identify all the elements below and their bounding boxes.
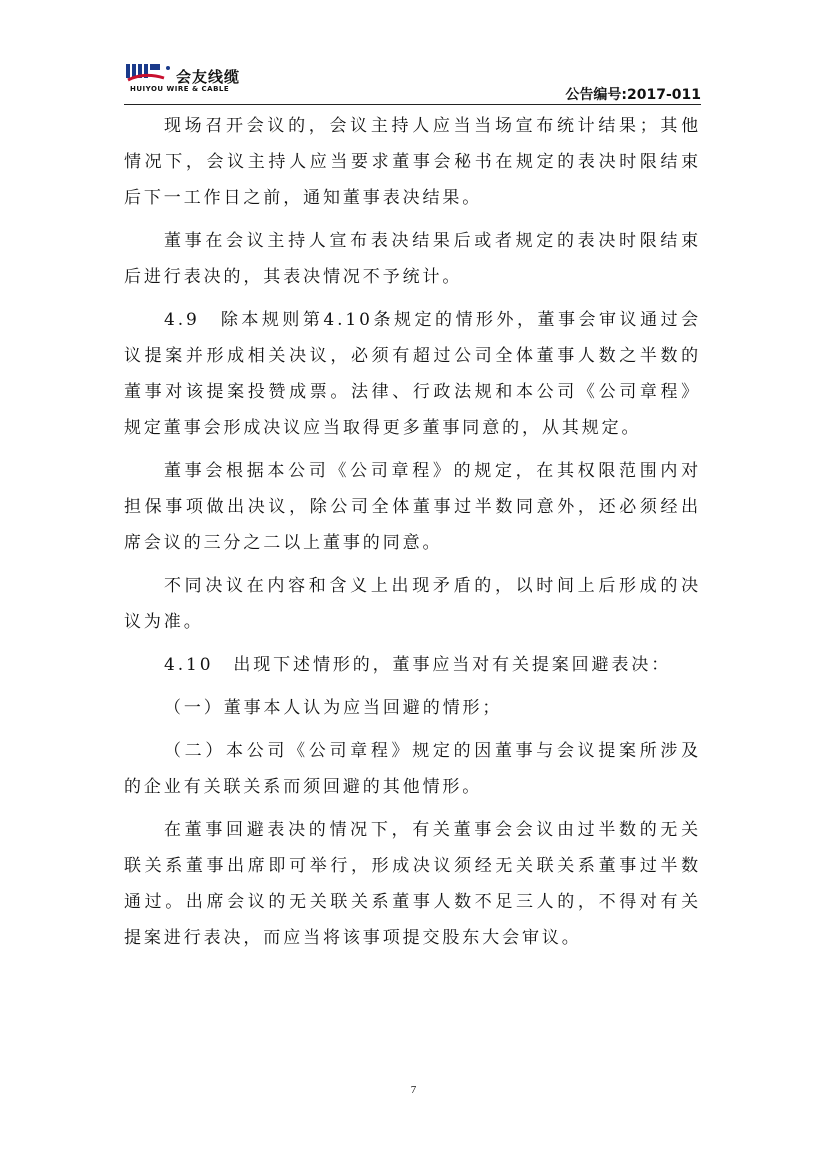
paragraph: 不同决议在内容和含义上出现矛盾的，以时间上后形成的决议为准。 [124, 576, 701, 632]
paragraph: 董事会根据本公司《公司章程》的规定，在其权限范围内对担保事项做出决议，除公司全体董事过半数同意外，还必须经出席会议的三分之二以上董事的同意。 [124, 461, 701, 553]
paragraph: 4.10 出现下述情形的，董事应当对有关提案回避表决： [164, 655, 672, 675]
logo-mark-icon [124, 62, 174, 84]
document-body [124, 108, 701, 956]
paragraph: 在董事回避表决的情况下，有关董事会会议由过半数的无关联关系董事出席即可举行，形成决议须经无关联关系董事过半数通过。出席会议的无关联关系董事人数不足三人的，不得对有关提案进行表决，而应当将该事项提交股东大会审议。 [124, 820, 701, 948]
paragraph: （二）本公司《公司章程》规定的因董事与会议提案所涉及的企业有关联关系而须回避的其他情形。 [124, 741, 701, 797]
announcement-number: 公告编号:2017-011 [565, 87, 701, 103]
logo-english-name: HUIYOU WIRE & CABLE [130, 85, 230, 93]
paragraph: 现场召开会议的，会议主持人应当当场宣布统计结果；其他情况下，会议主持人应当要求董事会秘书在规定的表决时限结束后下一工作日之前，通知董事表决结果。 [124, 116, 701, 208]
logo-chinese-name: 会友线缆 [176, 68, 241, 86]
page-number: 7 [410, 1084, 417, 1096]
company-logo [124, 62, 294, 98]
paragraph: （一）董事本人认为应当回避的情形； [164, 698, 503, 718]
header-divider [124, 104, 701, 105]
paragraph: 董事在会议主持人宣布表决结果后或者规定的表决时限结束后进行表决的，其表决情况不予统计。 [124, 231, 701, 287]
paragraph: 4.9 除本规则第4.10条规定的情形外，董事会审议通过会议提案并形成相关决议，必须有超过公司全体董事人数之半数的董事对该提案投赞成票。法律、行政法规和本公司《公司章程》规定董事会形成决议应当取得更多董事同意的，从其规定。 [124, 310, 701, 438]
page-header [124, 62, 701, 108]
